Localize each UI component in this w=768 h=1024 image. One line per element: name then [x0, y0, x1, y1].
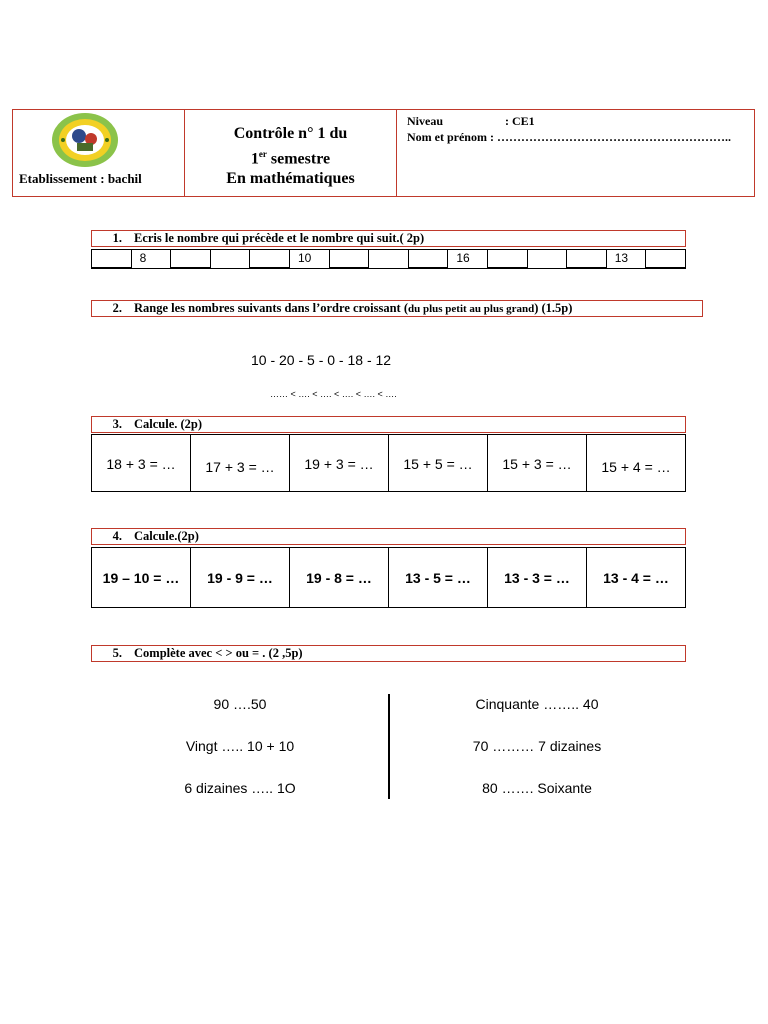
- calc-cell[interactable]: 19 + 3 = …: [290, 435, 389, 491]
- sequence-cell[interactable]: [646, 250, 685, 268]
- sequence-cell[interactable]: [171, 250, 211, 268]
- compare-item[interactable]: Cinquante …….. 40: [475, 696, 599, 712]
- sequence-cell[interactable]: [330, 250, 370, 268]
- sequence-cell: 8: [132, 250, 172, 268]
- calc-cell[interactable]: 13 - 5 = …: [389, 548, 488, 607]
- establishment-label: Etablissement : bachil: [19, 171, 142, 186]
- sequence-cell[interactable]: [488, 250, 528, 268]
- calc-cell[interactable]: 15 + 3 = …: [488, 435, 587, 491]
- calc-cell[interactable]: 15 + 4 = …: [601, 459, 671, 475]
- student-info-cell: [397, 110, 754, 196]
- sequence-cell[interactable]: [409, 250, 449, 268]
- section-4-header: 4. Calcule.(2p): [91, 528, 686, 545]
- column-divider: [388, 694, 390, 799]
- sequence-cell: 16: [448, 250, 488, 268]
- calc-cell[interactable]: 15 + 5 = …: [389, 435, 488, 491]
- establishment-cell: [13, 110, 185, 196]
- calc-cell[interactable]: 19 - 9 = …: [191, 548, 290, 607]
- calc-cell[interactable]: 19 - 8 = …: [290, 548, 389, 607]
- subtraction-table: [91, 547, 686, 608]
- addition-table: [91, 434, 686, 492]
- sequence-cell: [528, 250, 568, 268]
- section-5-header: 5. Complète avec < > ou = . (2 ,5p): [91, 645, 686, 662]
- numbers-to-order: 10 - 20 - 5 - 0 - 18 - 12: [251, 352, 392, 368]
- section-2-header: 2. Range les nombres suivants dans l’ordre croissant (du plus petit au plus grand) (1.5p): [91, 300, 703, 317]
- order-answer-blanks[interactable]: …… < …. < …. < …. < …. < ….: [270, 389, 397, 399]
- compare-item[interactable]: Vingt ….. 10 + 10: [185, 738, 295, 754]
- name-field[interactable]: Nom et prénom : …………………………………………………..: [407, 130, 731, 144]
- sequence-cell: [211, 250, 251, 268]
- sequence-cell: 10: [290, 250, 330, 268]
- title-cell: [185, 110, 397, 196]
- sequence-cell[interactable]: [567, 250, 607, 268]
- sequence-cell: 13: [607, 250, 647, 268]
- school-logo-icon: [51, 112, 119, 168]
- number-sequence-row: [91, 249, 686, 269]
- calc-cell[interactable]: 18 + 3 = …: [92, 435, 191, 491]
- calc-cell[interactable]: 19 – 10 = …: [92, 548, 191, 607]
- student-info: [407, 113, 731, 145]
- sequence-cell[interactable]: [250, 250, 290, 268]
- sequence-cell: [369, 250, 409, 268]
- calc-cell[interactable]: 13 - 4 = …: [603, 570, 669, 586]
- calc-cell[interactable]: 13 - 3 = …: [488, 548, 587, 607]
- section-1-header: 1. Ecris le nombre qui précède et le nombre qui suit.( 2p): [91, 230, 686, 247]
- niveau-label: Niveau: [407, 114, 443, 128]
- document-title: Contrôle n° 1 du 1er semestre En mathématiques: [226, 125, 355, 188]
- niveau-value: : CE1: [505, 114, 535, 128]
- compare-item[interactable]: 6 dizaines ….. 1O: [184, 780, 296, 796]
- section-3-header: 3. Calcule. (2p): [91, 416, 686, 433]
- calc-cell[interactable]: 17 + 3 = …: [191, 435, 290, 491]
- compare-item[interactable]: 80 ……. Soixante: [482, 780, 592, 796]
- header-table: [12, 109, 755, 197]
- sequence-cell[interactable]: [92, 250, 132, 268]
- compare-item[interactable]: 70 ……… 7 dizaines: [472, 738, 602, 754]
- compare-item[interactable]: 90 ….50: [213, 696, 267, 712]
